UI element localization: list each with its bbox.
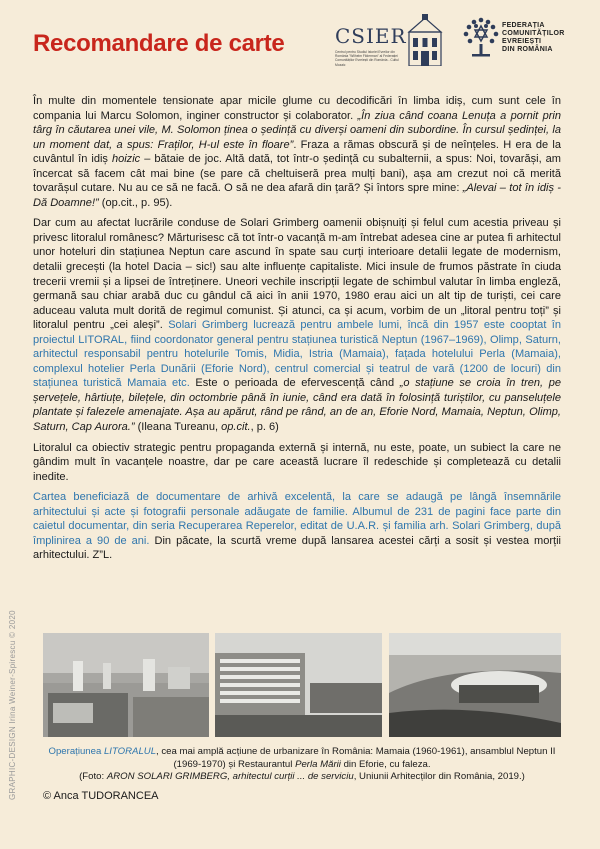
photo-perla-marii — [389, 633, 561, 737]
caption-text: ARON SOLARI GRIMBERG, arhitectul curții ... de serviciu — [106, 771, 354, 783]
highlighted-text: Solari Grimberg lucrează pentru ambele lumi, încă din 1957 este cooptat în proiectul LITORAL, fiind coordonator general pentru stațiunea turistică Neptun (1967–1969), Olimp, Saturn, arhitectul responsabil pentru hotelurile Tomis, Midia, Istria (Mamaia), fațada hotelului Perla (Mamaia), complexul hotelier Perla Dunării (Eforie Nord), centrul comercial și teatrul de vară (1200 de locuri) din stațiunea turistică Mamaia etc. — [33, 319, 561, 390]
caption-source — [43, 771, 561, 784]
page-header — [0, 0, 600, 78]
photo-neptun — [215, 633, 382, 737]
csier-name: CSIER — [335, 24, 407, 48]
caption-text: Operațiunea — [48, 746, 104, 757]
caption-text: LITORALUL — [103, 746, 157, 757]
text: Dar cum au afectat lucrările conduse de Solari Grimberg oamenii obișnuiți și felul cum acestia priveau și privesc litoralul românesc? Mărturisesc că tot într-o vacanță m-am întrebat adesea cine ar putea fi arhitectul unor hoteluri din stațiunea Neptun care ascund în spate sau curți interioare detalii legate de modernism, detalii grecești (la hotel Dacia – sic!) sau alte influențe capitaliste. Mici insule de frumos păstrate în ciuda trecerii vremii și a lipsei de întreținere. Uneori vechile inscripții legate de schimbul valutar în limba engleză, germană sau chiar arabă duc cu gândul că aici în anii 1970, 1980 erau aici un alt tip de turiști, cei care aduceau valuta mult dorită de regimul comunist. Și atunci, ca și acum, vorbim de un „litoral pentru toți” și litoralul pentru „cei aleși”. — [33, 217, 561, 332]
federation-line: FEDERAȚIA — [502, 22, 545, 29]
article-body — [33, 94, 561, 569]
building-icon — [407, 14, 443, 66]
caption-text: (Foto: — [79, 771, 107, 783]
csier-logo — [335, 14, 445, 70]
text: (op.cit., p. 95). — [98, 196, 173, 209]
photo-caption — [43, 746, 561, 784]
federation-name — [502, 22, 565, 54]
text: , p. 6) — [250, 421, 279, 434]
author-credit: © Anca TUDORANCEA — [43, 790, 159, 802]
federation-line: DIN ROMÂNIA — [502, 46, 553, 53]
text: În multe din momentele tensionate apar micile glume cu decodificări în limba idiș, cum sunt cele în compania lui Marcu Solomon, inginer constructor și colaborator. — [33, 95, 561, 122]
paragraph-1 — [33, 94, 561, 210]
text: – bătaie de joc. Altă dată, tot într-o ședință cu subalternii, a spus: Noi, tovarăși, am încercat să facem cât mai bine (se pare că cheltuiseră prea mulți bani), așa am crezut noi că merită tovarășul cutare. Nu au ce să ne facă. O să ne dea afară din țară? Și întors spre mine: — [33, 153, 561, 195]
paragraph-4 — [33, 490, 561, 563]
text: Din păcate, la scurtă vreme după lansarea acestei cărți a sosit și vestea morții arhitectului. Z”L. — [33, 534, 561, 562]
photo-strip — [43, 633, 561, 737]
design-credit: GRAPHIC-DESIGN Irina Weiner-Spirescu © 2020 — [8, 610, 17, 800]
paragraph-2 — [33, 216, 561, 434]
federation-logo — [462, 14, 592, 70]
caption-text: Perla Mării — [295, 758, 341, 770]
photo-mamaia — [43, 633, 209, 737]
caption-text: , Uniunii Arhitecților din România, 2019.) — [353, 771, 525, 783]
text: (Ileana Tureanu, — [134, 421, 222, 434]
federation-line: COMUNITĂȚILOR — [502, 30, 565, 37]
page-title: Recomandare de carte — [33, 30, 285, 57]
citation: op.cit. — [221, 421, 251, 434]
csier-subtitle: Centrul pentru Studiul Istoriei Evreilor din România "Wilhelm Filderman" al Federației Comunităților Evreiești din România - Cultul Mozaic — [335, 50, 399, 67]
caption-text: , cea mai amplă acțiune de urbanizare în România: Mamaia (1960-1961), ansamblul Neptun II (1969-1970) și Restaurantul — [156, 746, 556, 770]
text: . Fraza a rămas obscură și de neînțeles. H era de la cuvântul în idiș — [33, 138, 561, 166]
federation-line: EVREIEȘTI — [502, 38, 542, 45]
tree-star-icon — [462, 14, 500, 58]
quote: „Alevai – tot în idiș - Dă Doamne!” — [33, 182, 561, 209]
term: hoizic — [111, 153, 141, 166]
text: Este o perioada de efervescență când — [189, 377, 400, 390]
quote: „o stațiune se croia în tren, pe șervețele, hârtiuțe, bilețele, din octombrie până în iunie, când era dată în folosință turiștilor, cu panseluțele plantate și falezele amenajate. Așa au apărut, rând pe rând, an de an, Eforie Nord, Mamaia, Neptun, Olimp, Saturn, Cap Aurora.” — [33, 377, 561, 434]
highlighted-text: Cartea beneficiază de documentare de arhivă excelentă, la care se adaugă pe lângă însemnările arhitectului și acte și fotografii personale adăugate de familie. Albumul de 231 de pagini face parte din caietul documentar, din seria Recuperarea Reperelor, editat de U.A.R. și familia arh. Solari Grimberg, după împlinirea a 90 de ani. — [33, 491, 561, 547]
quote: „În ziua când coana Lenuța a pornit prin târg în căutarea unei vile, M. Solomon ținea o ședință cu diverși oameni din subordine. În cursul ședinței, la un moment dat, a spus: Fraților, H-ul este în floare” — [33, 109, 562, 151]
caption-line — [43, 746, 561, 771]
paragraph-3: Litoralul ca obiectiv strategic pentru propaganda externă și internă, nu este, poate, un subiect la care ne gândim mult în vacanțele noastre, dar pe care această lucrare îl redeschide și completează cu detalii inedite. — [33, 441, 561, 483]
caption-text: din Eforie, cu faleza. — [340, 758, 431, 770]
